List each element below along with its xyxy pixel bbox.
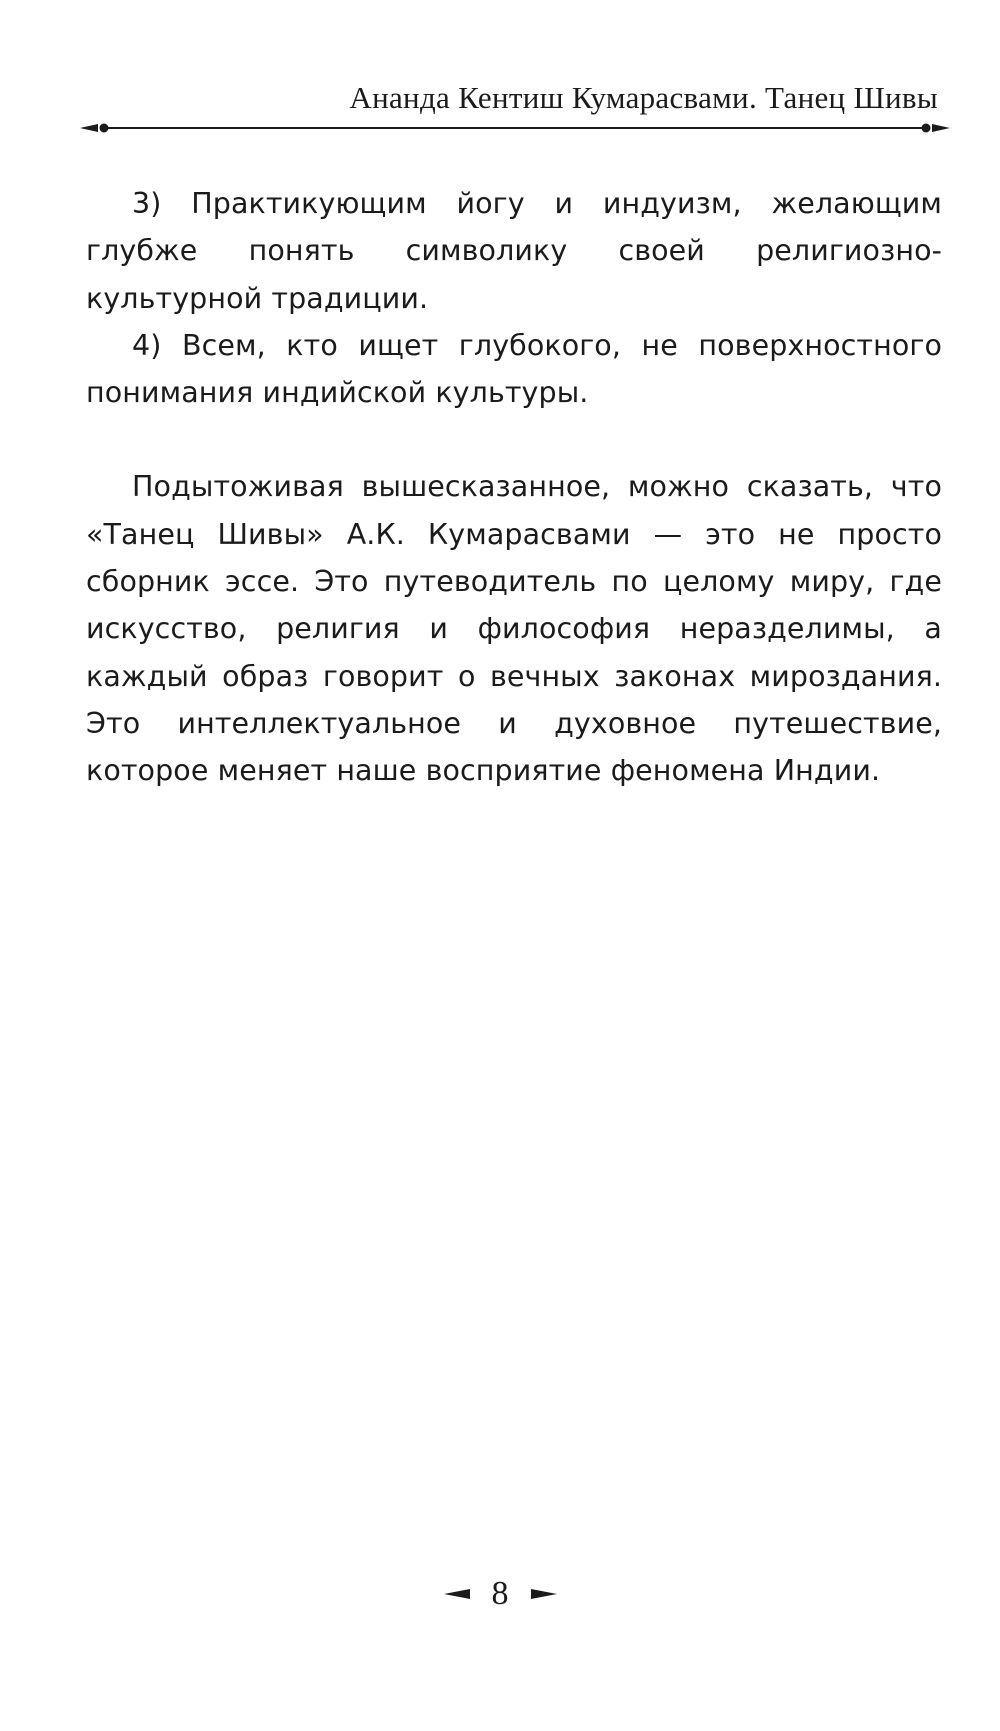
body-text bbox=[86, 180, 942, 795]
running-header bbox=[80, 80, 950, 116]
page-number: 8 bbox=[491, 1575, 509, 1612]
arrow-left-icon bbox=[444, 1588, 470, 1600]
header-rule-ornament bbox=[80, 120, 950, 136]
running-title: Ананда Кентиш Кумарасвами. Танец Шивы bbox=[349, 80, 938, 115]
arrow-right-icon bbox=[531, 1588, 557, 1600]
page-footer bbox=[0, 1570, 1000, 1618]
paragraph-item-4: 4) Всем, кто ищет глубокого, не поверхностного понимания индийской культуры. bbox=[86, 328, 942, 410]
paragraph-item-3: 3) Практикующим йогу и индуизм, желающим глубже понять символику своей религиозно-культурной традиции. bbox=[86, 187, 942, 315]
paragraph-summary: Подытоживая вышесказанное, можно сказать, что «Танец Шивы» А.К. Кумарасвами — это не просто сборник эссе. Это путеводитель по целому миру, где искусство, религия и философия неразделимы, а каждый образ говорит о вечных законах мироздания. Это интеллектуальное и духовное путешествие, которое меняет наше восприятие феномена Индии. bbox=[86, 470, 942, 788]
